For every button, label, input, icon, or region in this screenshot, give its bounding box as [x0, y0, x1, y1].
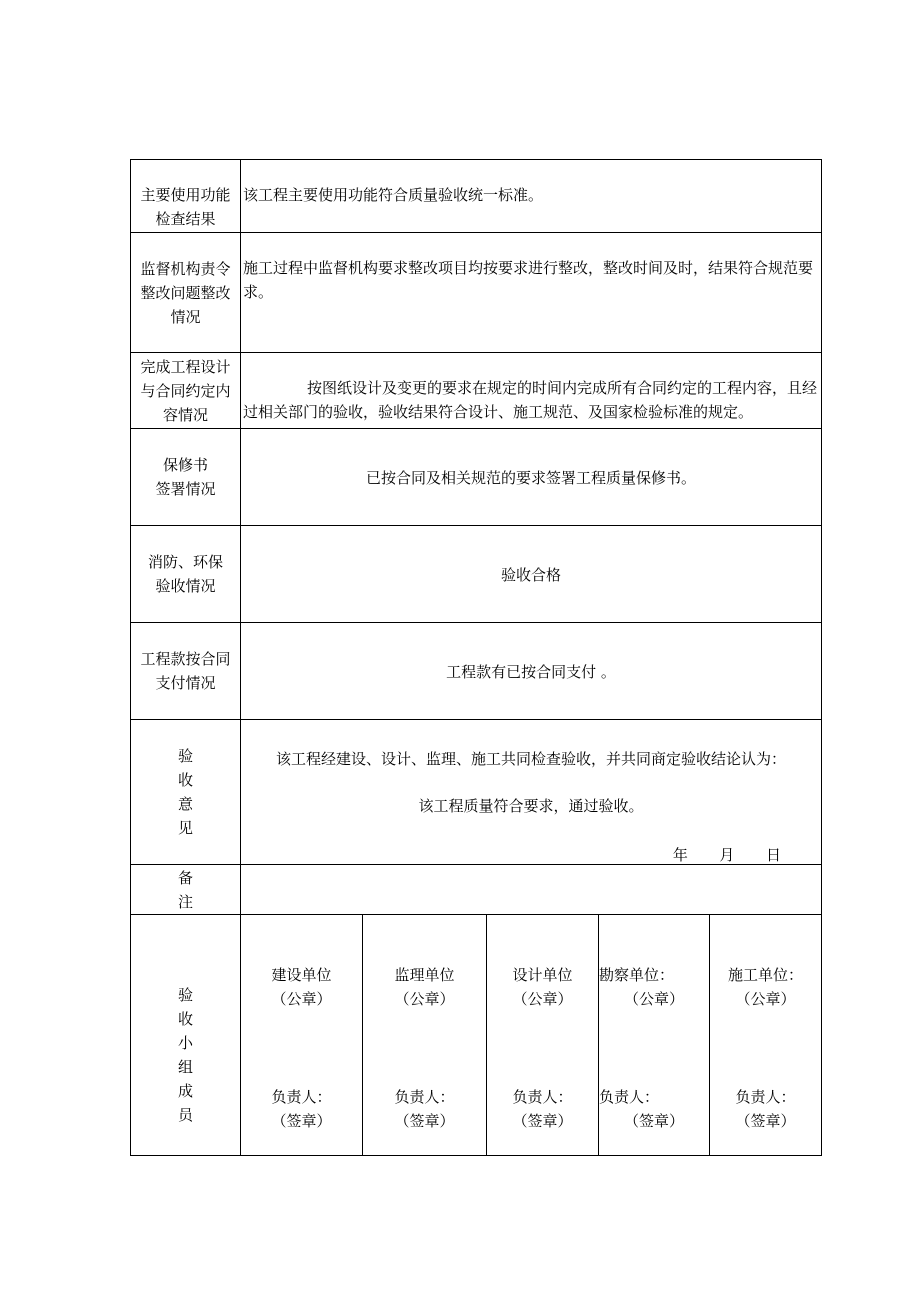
- label-remarks: 备 注: [131, 865, 241, 915]
- row-warranty: [131, 429, 822, 526]
- content-function-check: 该工程主要使用功能符合质量验收统一标准。: [241, 160, 822, 233]
- content-remarks: [241, 865, 822, 915]
- label-warranty: 保修书 签署情况: [131, 429, 241, 526]
- date-year: 年: [672, 846, 688, 864]
- content-rectification: 施工过程中监督机构要求整改项目均按要求进行整改，整改时间及时，结果符合规范要求。: [241, 233, 822, 353]
- row-rectification: [131, 233, 822, 353]
- member-supervision: 监理单位 （公章） 负责人： （签章）: [363, 915, 487, 1156]
- label-rectification: 监督机构责令 整改问题整改 情况: [131, 233, 241, 353]
- content-warranty: 已按合同及相关规范的要求签署工程质量保修书。: [241, 429, 822, 526]
- row-function-check: [131, 160, 822, 233]
- content-design-contract: 按图纸设计及变更的要求在规定的时间内完成所有合同约定的工程内容，且经过相关部门的验收，验收结果符合设计、施工规范、及国家检验标准的规定。: [241, 353, 822, 429]
- label-team: 验 收 小 组 成 员: [131, 915, 241, 1156]
- row-opinion: [131, 720, 822, 865]
- opinion-statement: 该工程经建设、设计、监理、施工共同检查验收，并共同商定验收结论认为：: [276, 750, 787, 768]
- opinion-conclusion: 该工程质量符合要求，通过验收。: [418, 797, 644, 815]
- row-design-contract: [131, 353, 822, 429]
- member-design: 设计单位 （公章） 负责人： （签章）: [487, 915, 599, 1156]
- label-payment: 工程款按合同 支付情况: [131, 623, 241, 720]
- row-payment: [131, 623, 822, 720]
- member-contractor: 施工单位： （公章） 负责人： （签章）: [710, 915, 822, 1156]
- content-payment: 工程款有已按合同支付 。: [241, 623, 822, 720]
- label-opinion: 验 收 意 见: [131, 720, 241, 865]
- label-design-contract: 完成工程设计 与合同约定内 容情况: [131, 353, 241, 429]
- label-function-check: 主要使用功能 检查结果: [131, 160, 241, 233]
- member-survey: 勘察单位： （公章） 负责人： （签章）: [599, 915, 710, 1156]
- date-month: 月: [719, 846, 735, 864]
- row-team: [131, 915, 822, 1156]
- opinion-date: [673, 844, 781, 865]
- acceptance-form-table: [130, 159, 822, 1156]
- content-fire-env: 验收合格: [241, 526, 822, 623]
- member-construction: 建设单位 （公章） 负责人： （签章）: [241, 915, 363, 1156]
- label-fire-env: 消防、环保 验收情况: [131, 526, 241, 623]
- row-remarks: [131, 865, 822, 915]
- date-day: 日: [766, 846, 782, 864]
- row-fire-env: [131, 526, 822, 623]
- content-opinion: [241, 720, 822, 865]
